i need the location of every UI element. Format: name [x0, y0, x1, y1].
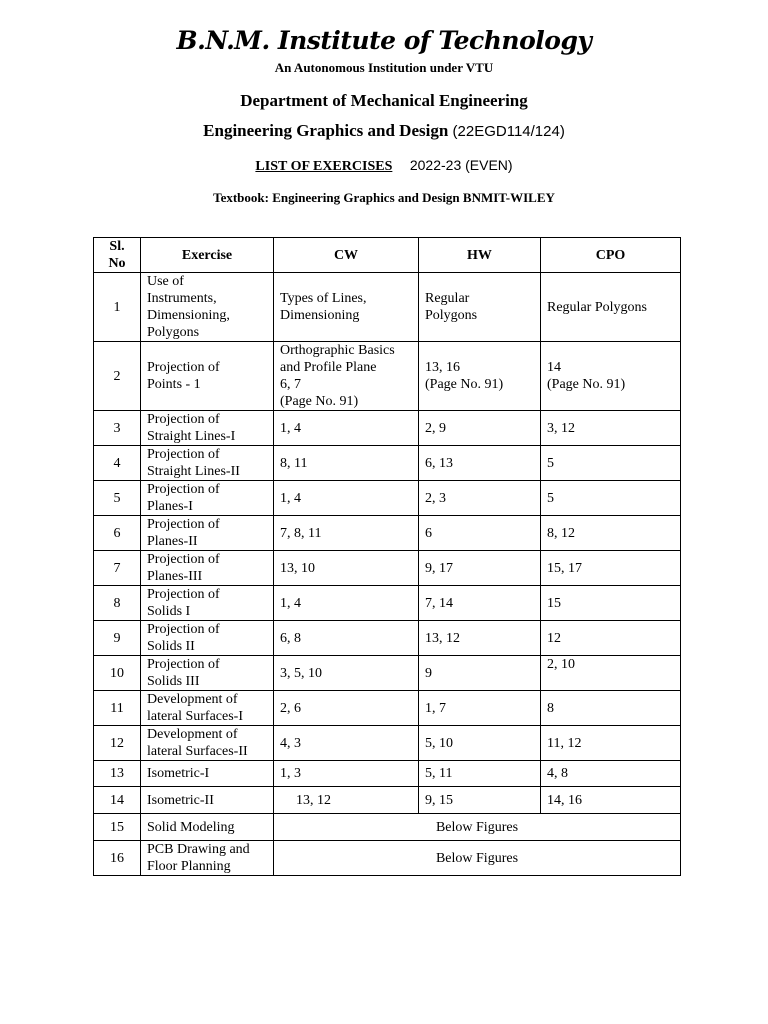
row-cw: Types of Lines, Dimensioning [274, 273, 419, 342]
row-sl: 8 [94, 586, 141, 621]
row-hw: 1, 7 [419, 691, 541, 726]
row-cw: 1, 4 [274, 411, 419, 446]
row-hw: 2, 9 [419, 411, 541, 446]
row-hw: 5, 11 [419, 761, 541, 787]
row-cw: Orthographic Basics and Profile Plane 6, 7 (Page No. 91) [274, 342, 419, 411]
textbook-line: Textbook: Engineering Graphics and Design BNMIT-WILEY [213, 190, 555, 205]
table-row [94, 481, 681, 516]
header-exercise: Exercise [141, 238, 274, 273]
department-title: Department of Mechanical Engineering [240, 91, 528, 110]
row-cpo: 11, 12 [541, 726, 681, 761]
row-hw: Regular Polygons [419, 273, 541, 342]
row-exercise: Projection of Solids I [141, 586, 274, 621]
table-row [94, 787, 681, 814]
table-row [94, 726, 681, 761]
row-hw: 2, 3 [419, 481, 541, 516]
table-row [94, 516, 681, 551]
row-cpo: 15 [541, 586, 681, 621]
institute-subtitle: An Autonomous Institution under VTU [274, 60, 494, 75]
row-merged-cell: Below Figures [274, 814, 681, 841]
row-exercise: Isometric-II [141, 787, 274, 814]
row-sl: 10 [94, 656, 141, 691]
row-exercise: Projection of Straight Lines-II [141, 446, 274, 481]
row-sl: 14 [94, 787, 141, 814]
academic-year: 2022-23 (EVEN) [409, 157, 513, 173]
row-exercise: Use of Instruments, Dimensioning, Polygons [141, 273, 274, 342]
exercise-list-line [0, 157, 768, 175]
row-sl: 9 [94, 621, 141, 656]
table-row [94, 621, 681, 656]
row-merged-cell: Below Figures [274, 841, 681, 876]
table-row [94, 841, 681, 876]
table-row [94, 691, 681, 726]
table-row [94, 586, 681, 621]
row-sl: 1 [94, 273, 141, 342]
exercise-table [93, 237, 681, 876]
row-hw: 9 [419, 656, 541, 691]
row-cpo: 14, 16 [541, 787, 681, 814]
row-exercise: Projection of Solids III [141, 656, 274, 691]
course-code: (22EGD114/124) [452, 123, 565, 140]
row-cw: 7, 8, 11 [274, 516, 419, 551]
row-cpo: 5 [541, 481, 681, 516]
list-heading: LIST OF EXERCISES [255, 159, 393, 174]
row-cw: 1, 4 [274, 481, 419, 516]
row-exercise: Projection of Straight Lines-I [141, 411, 274, 446]
row-sl: 6 [94, 516, 141, 551]
table-row [94, 342, 681, 411]
header-cpo: CPO [541, 238, 681, 273]
row-exercise: Projection of Points - 1 [141, 342, 274, 411]
course-title: Engineering Graphics and Design [203, 121, 449, 140]
table-header-row [94, 238, 681, 273]
row-sl: 16 [94, 841, 141, 876]
row-sl: 3 [94, 411, 141, 446]
row-cpo: 8 [541, 691, 681, 726]
row-sl: 12 [94, 726, 141, 761]
row-exercise: Projection of Planes-I [141, 481, 274, 516]
row-cpo: 8, 12 [541, 516, 681, 551]
row-cpo: 3, 12 [541, 411, 681, 446]
row-cw: 1, 3 [274, 761, 419, 787]
row-hw: 9, 17 [419, 551, 541, 586]
row-cpo: 12 [541, 621, 681, 656]
table-row [94, 761, 681, 787]
header-sl-no: Sl. No [94, 238, 141, 273]
row-exercise: Development of lateral Surfaces-II [141, 726, 274, 761]
row-cw: 6, 8 [274, 621, 419, 656]
row-sl: 11 [94, 691, 141, 726]
row-exercise: PCB Drawing and Floor Planning [141, 841, 274, 876]
row-cw: 2, 6 [274, 691, 419, 726]
row-sl: 13 [94, 761, 141, 787]
row-hw: 5, 10 [419, 726, 541, 761]
row-exercise: Projection of Planes-II [141, 516, 274, 551]
row-cw: 8, 11 [274, 446, 419, 481]
row-hw: 13, 12 [419, 621, 541, 656]
row-exercise: Isometric-I [141, 761, 274, 787]
institute-name: B.N.M. Institute of Technology [176, 26, 592, 55]
row-cw: 1, 4 [274, 586, 419, 621]
row-cpo: 2, 10 [541, 656, 681, 691]
row-cw: 13, 10 [274, 551, 419, 586]
row-cw: 4, 3 [274, 726, 419, 761]
row-cpo: 15, 17 [541, 551, 681, 586]
row-hw: 13, 16 (Page No. 91) [419, 342, 541, 411]
row-sl: 15 [94, 814, 141, 841]
row-exercise: Development of lateral Surfaces-I [141, 691, 274, 726]
table-row [94, 273, 681, 342]
row-exercise: Solid Modeling [141, 814, 274, 841]
course-line [0, 121, 768, 141]
table-row [94, 551, 681, 586]
row-sl: 7 [94, 551, 141, 586]
row-exercise: Projection of Planes-III [141, 551, 274, 586]
table-row [94, 446, 681, 481]
row-hw: 6, 13 [419, 446, 541, 481]
row-cpo: 4, 8 [541, 761, 681, 787]
row-hw: 7, 14 [419, 586, 541, 621]
row-cpo: 5 [541, 446, 681, 481]
row-sl: 5 [94, 481, 141, 516]
row-sl: 4 [94, 446, 141, 481]
row-cw: 13, 12 [274, 787, 419, 814]
row-cpo: Regular Polygons [541, 273, 681, 342]
row-cpo: 14 (Page No. 91) [541, 342, 681, 411]
row-exercise: Projection of Solids II [141, 621, 274, 656]
header-hw: HW [419, 238, 541, 273]
table-row [94, 411, 681, 446]
row-hw: 9, 15 [419, 787, 541, 814]
table-row [94, 656, 681, 691]
row-cw: 3, 5, 10 [274, 656, 419, 691]
row-sl: 2 [94, 342, 141, 411]
row-hw: 6 [419, 516, 541, 551]
table-row [94, 814, 681, 841]
header-cw: CW [274, 238, 419, 273]
